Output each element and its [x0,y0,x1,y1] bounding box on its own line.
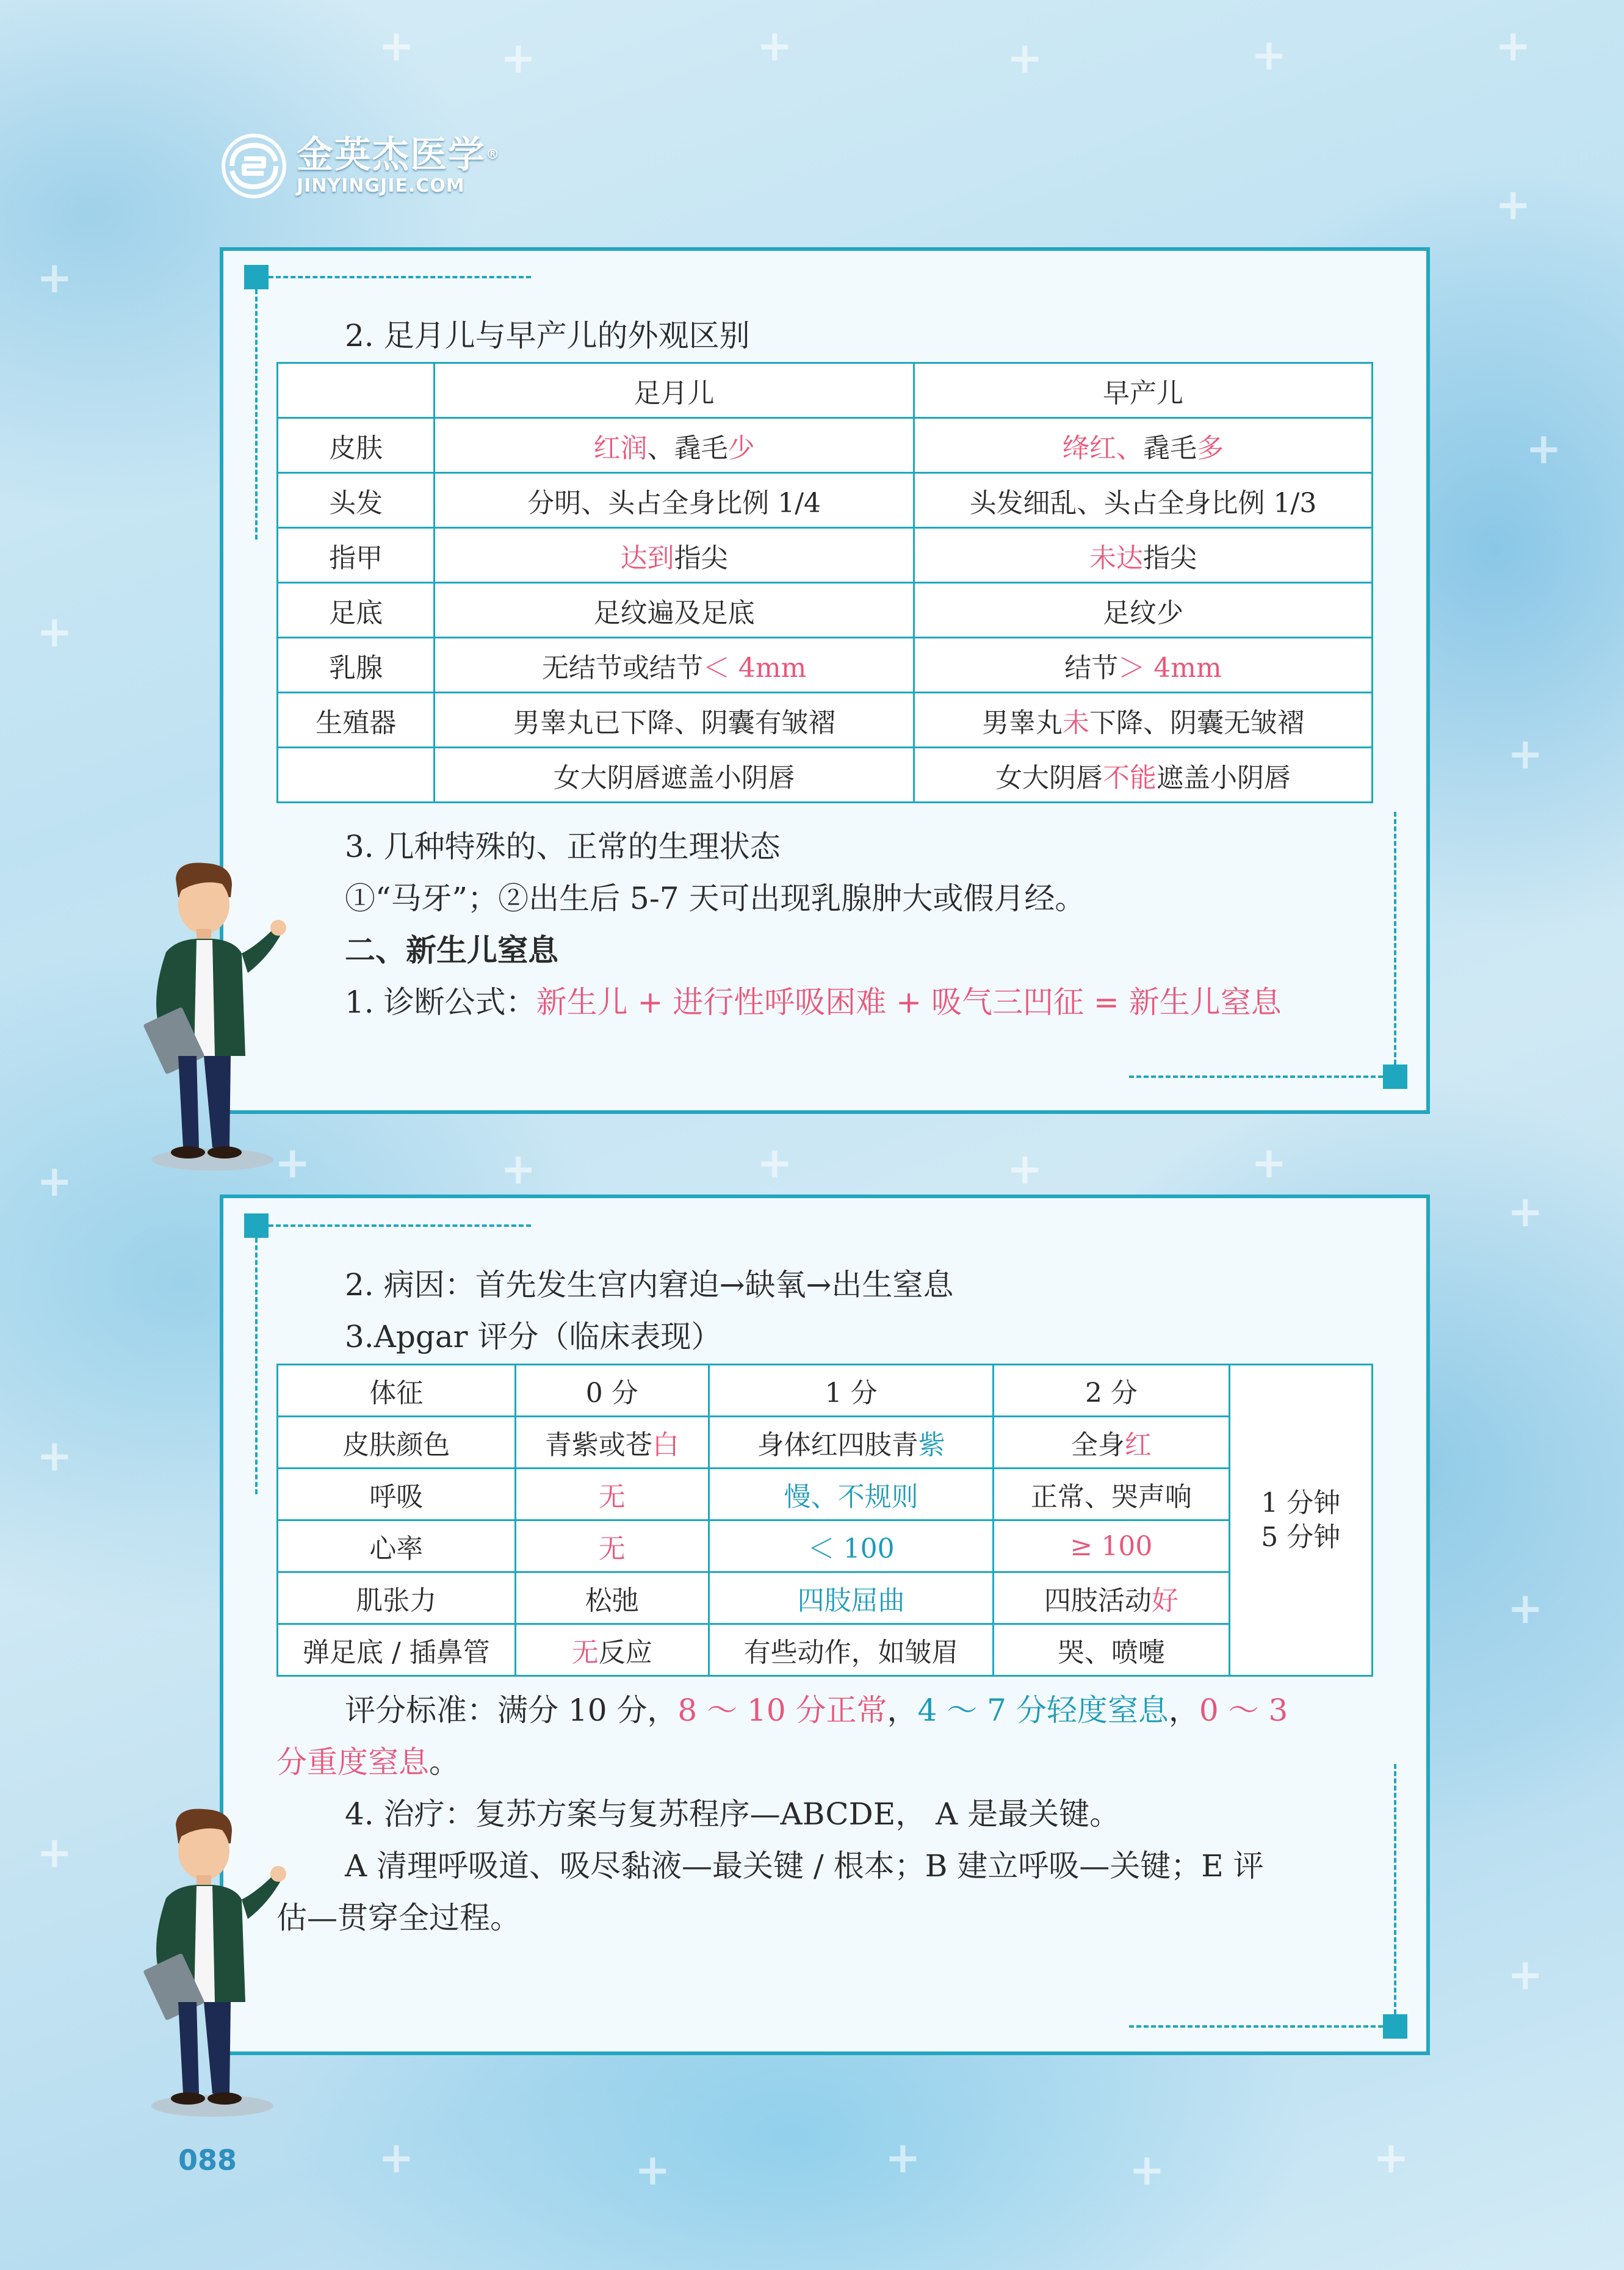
score-sep: ， [887,1693,918,1728]
cell-text: 无结节或结节 [541,652,703,684]
preterm-cell [914,418,1372,473]
cell-text: 有些动作，如皱眉 [743,1637,959,1668]
score-cell [709,1417,993,1469]
score-cell [709,1572,993,1624]
cell-text: 男睾丸 [981,707,1063,739]
table-row [278,418,1373,473]
heading-neonatal-asphyxia: 二、新生儿窒息 [345,933,558,968]
dashed-line [1394,812,1396,1065]
table-header-row [278,363,1373,418]
cell-text: 松弛 [585,1585,639,1616]
treatment-line-3: 估—贯穿全过程。 [276,1900,521,1936]
score-normal: 8 ～ 10 分正常 [677,1693,887,1728]
cell-text: 指尖 [674,542,728,574]
preterm-cell [914,583,1372,638]
cell-text: 不能 [1102,762,1157,793]
column-header: 2 分 [994,1365,1229,1417]
row-label: 皮肤颜色 [278,1417,516,1469]
row-label: 弹足底 / 插鼻管 [278,1624,516,1676]
table-header-row [278,1365,1373,1417]
preterm-cell [914,473,1372,528]
score-cell [515,1469,709,1520]
full-term-cell [435,528,914,583]
cell-text: 达到 [620,542,674,574]
cell-text: 下降、阴囊无皱褶 [1089,707,1304,739]
corner-marker-top [244,1213,269,1238]
dashed-line [1129,1075,1383,1078]
score-cell [709,1520,993,1572]
cell-text: 反应 [598,1637,652,1668]
table-row [278,583,1373,638]
table-row [278,693,1373,748]
preterm-cell [914,638,1372,693]
dashed-line [269,276,531,278]
timing-label: 1 分钟 [1261,1487,1341,1519]
score-cell [994,1572,1229,1624]
heading-special-states: 3. 几种特殊的、正常的生理状态 [345,829,781,864]
cell-text: 白 [652,1430,679,1461]
cell-text: ＜ 100 [807,1533,895,1564]
table-row [278,1469,1373,1520]
column-header: 早产儿 [914,363,1372,418]
special-states-text: ①“马牙”；②出生后 5-7 天可出现乳腺肿大或假月经。 [345,881,1086,916]
cell-text: 全身 [1070,1430,1125,1461]
cell-text: 正常、哭声响 [1030,1481,1192,1513]
full-term-cell [435,748,914,803]
cell-text: 多 [1196,432,1224,464]
full-term-cell [435,583,914,638]
cell-text: 红 [1124,1430,1152,1461]
cell-text: 、毳毛 [647,432,728,464]
score-cell [994,1624,1229,1676]
cell-text: 四肢屈曲 [797,1585,905,1616]
cell-text: ＜ 4mm [702,652,807,684]
apgar-table [276,1364,1373,1677]
cell-text: 无 [598,1533,626,1564]
cell-text: 无 [571,1637,599,1668]
cell-text: 绛红、 [1062,432,1143,464]
cell-text: 足纹遍及足底 [593,597,755,629]
cell-text: 紫 [918,1430,945,1461]
score-standard [345,1691,1288,1730]
cell-text: 头发细乱、头占全身比例 1/3 [969,487,1317,519]
table-row [278,748,1373,803]
diagnosis-label: 1. 诊断公式： [345,985,536,1020]
cell-text: 身体红四肢青 [757,1430,918,1461]
diagnosis-formula-text: 新生儿 + 进行性呼吸困难 + 吸气三凹征 = 新生儿窒息 [536,985,1282,1020]
treatment-line-2: A 清理呼吸道、吸尽黏液—最关键 / 根本；B 建立呼吸—关键；E 评 [345,1848,1264,1884]
appearance-table [276,362,1373,803]
logo-emblem-icon [220,132,288,200]
row-label: 生殖器 [278,693,435,748]
cell-text: 未 [1062,707,1089,739]
full-term-cell [435,693,914,748]
score-mild: 4 ～ 7 分轻度窒息 [917,1693,1169,1728]
score-cell [994,1520,1229,1572]
row-label: 肌张力 [278,1572,516,1624]
treatment-line-1: 4. 治疗：复苏方案与复苏程序—ABCDE， A 是最关键。 [345,1796,1121,1832]
cell-text: 遮盖小阴唇 [1156,762,1291,793]
table-row [278,528,1373,583]
score-sep: ， [1168,1693,1199,1728]
preterm-cell [914,528,1372,583]
cell-text: 结节 [1064,652,1119,684]
cell-text: 分明、头占全身比例 1/4 [527,487,821,519]
full-term-cell [435,638,914,693]
preterm-cell [914,693,1372,748]
score-severe-cont: 分重度窒息 [276,1744,429,1780]
table-row [278,1572,1373,1624]
table-row [278,473,1373,528]
row-label [278,748,435,803]
cell-text: 慢、不规则 [784,1481,918,1513]
score-cell [994,1417,1229,1469]
dashed-line [255,1238,258,1494]
logo-name-cn: 金英杰医学® [297,134,500,176]
column-header: 体征 [278,1365,516,1417]
row-label: 乳腺 [278,638,435,693]
full-term-cell [435,473,914,528]
score-standard-cont [276,1743,460,1782]
score-cell [709,1469,993,1520]
corner-marker-bottom [1383,2014,1407,2039]
cell-text: 四肢活动 [1044,1585,1152,1616]
logo-name-en: JINYINGJIE.COM [297,175,465,197]
dashed-line [255,289,258,540]
table-row [278,1417,1373,1469]
cell-text: 未达 [1089,542,1143,574]
score-end: 。 [429,1744,460,1780]
cell-text: 毳毛 [1142,432,1197,464]
score-cell [515,1572,709,1624]
page-number: 088 [178,2144,237,2177]
teacher-illustration [140,861,287,1178]
cell-text: 女大阴唇 [995,762,1103,793]
column-header: 1 分 [709,1365,993,1417]
row-label: 皮肤 [278,418,435,473]
full-term-cell [435,418,914,473]
cell-text: ≥ 100 [1070,1530,1153,1562]
score-cell [515,1520,709,1572]
table-row [278,1624,1373,1676]
cell-text: 青紫或苍 [544,1430,652,1461]
row-label: 头发 [278,473,435,528]
cell-text: 红润 [593,432,648,464]
score-cell [709,1624,993,1676]
dashed-line [269,1224,531,1227]
score-cell [994,1469,1229,1520]
row-label: 呼吸 [278,1469,516,1520]
cell-text: 足纹少 [1102,597,1183,629]
score-severe: 0 ～ 3 [1199,1693,1288,1728]
diagnosis-formula [345,983,1282,1022]
heading-apgar: 3.Apgar 评分（临床表现） [345,1319,722,1354]
score-cell [515,1417,709,1469]
column-header [278,363,435,418]
score-cell [515,1624,709,1676]
cell-text: 男睾丸已下降、阴囊有皱褶 [513,707,835,739]
teacher-illustration [140,1807,287,2124]
table-row [278,1520,1373,1572]
cell-text: 少 [727,432,755,464]
cell-text: 指尖 [1142,542,1197,574]
preterm-cell [914,748,1372,803]
cause-text: 2. 病因：首先发生宫内窘迫→缺氧→出生窒息 [345,1267,954,1303]
timing-label: 5 分钟 [1261,1521,1341,1553]
timing-cell [1229,1365,1372,1676]
corner-marker-bottom [1383,1065,1407,1089]
column-header: 0 分 [515,1365,709,1417]
row-label: 指甲 [278,528,435,583]
dashed-line [1129,2025,1383,2028]
column-header: 足月儿 [435,363,914,418]
dashed-line [1394,1764,1396,2014]
cell-text: 好 [1151,1585,1178,1616]
table-row [278,638,1373,693]
cell-text: ＞ 4mm [1118,652,1222,684]
cell-text: 哭、喷嚏 [1057,1637,1165,1668]
row-label: 足底 [278,583,435,638]
corner-marker-top [244,265,269,289]
cell-text: 女大阴唇遮盖小阴唇 [553,762,795,793]
score-prefix: 评分标准：满分 10 分， [345,1693,678,1728]
cell-text: 无 [598,1481,626,1513]
row-label: 心率 [278,1520,516,1572]
heading-appearance: 2. 足月儿与早产儿的外观区别 [345,318,750,353]
brand-logo [220,129,500,203]
